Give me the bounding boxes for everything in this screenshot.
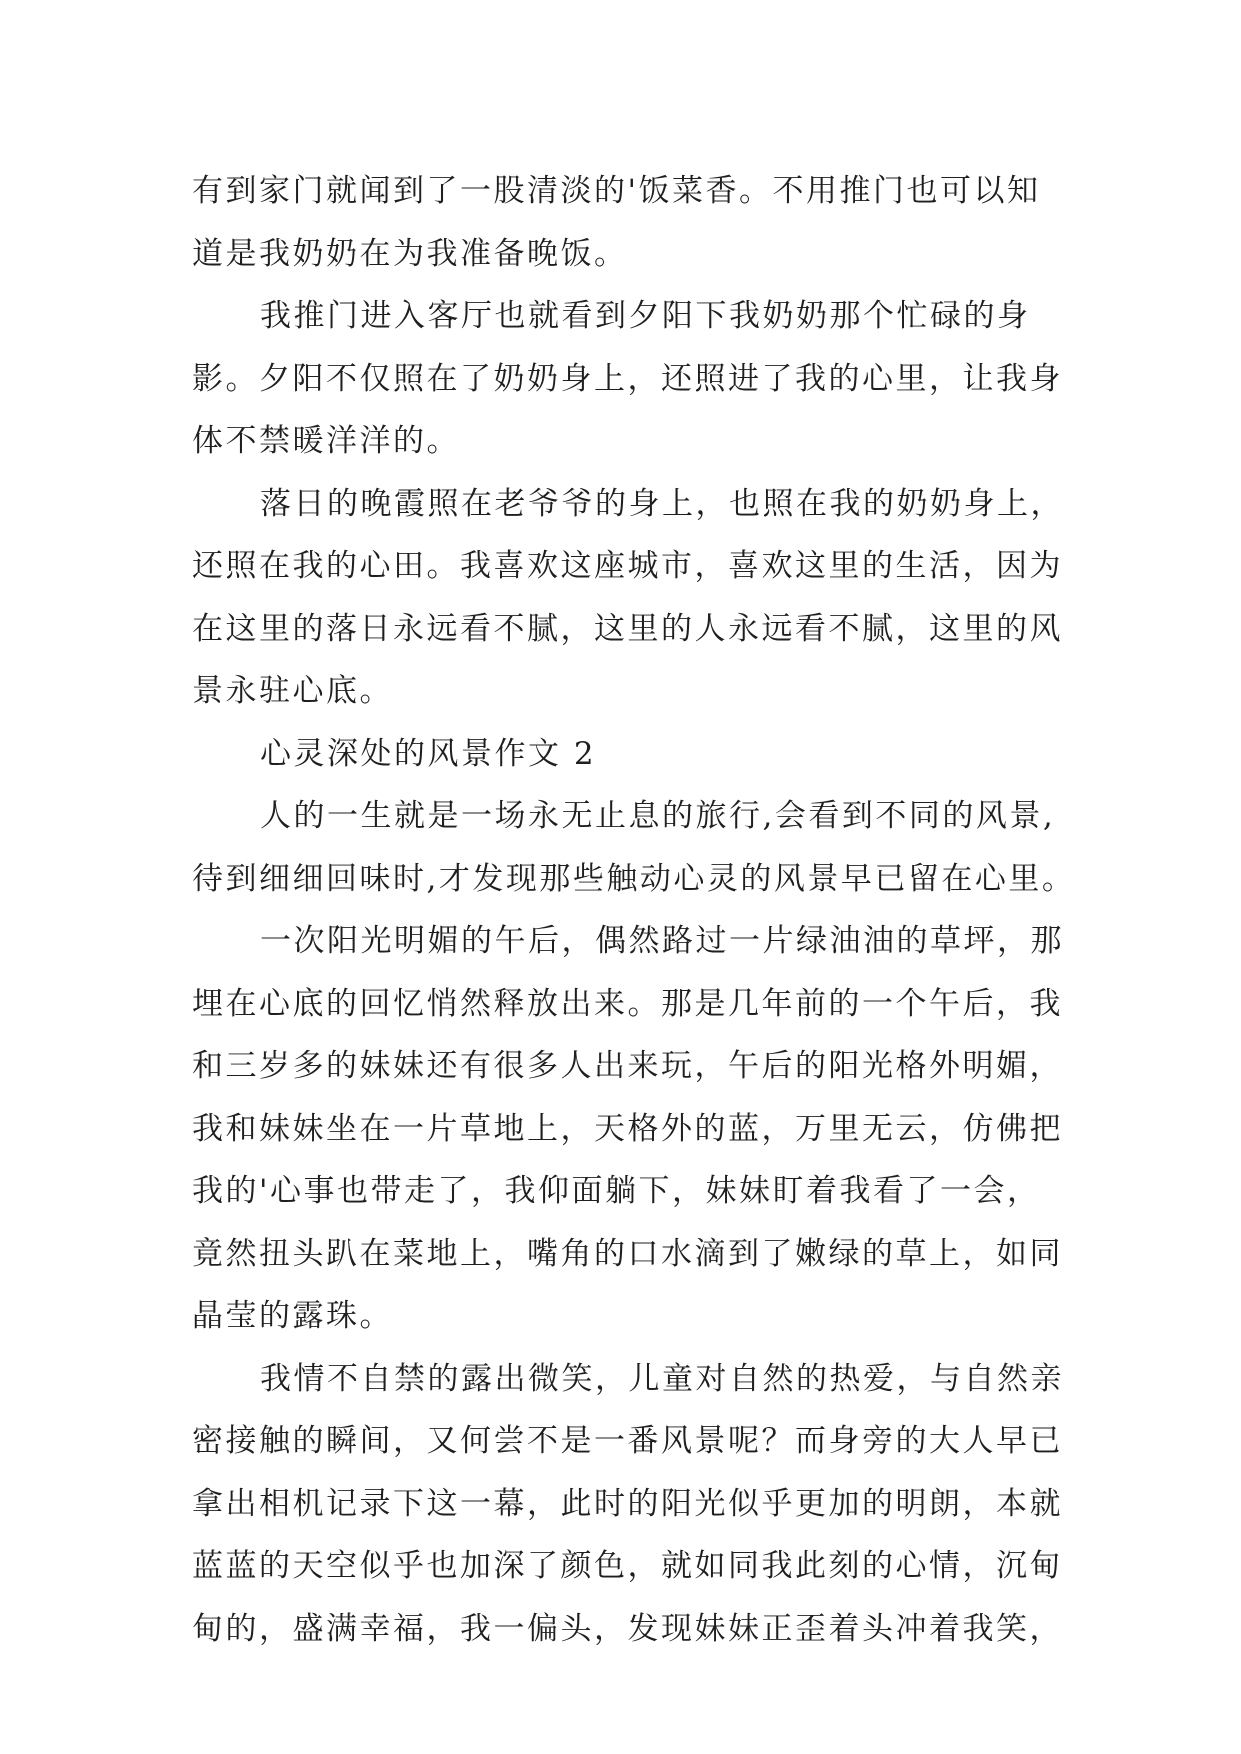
- text-line: 密接触的瞬间，又何尝不是一番风景呢？而身旁的大人早已: [192, 1423, 1063, 1459]
- text-line: 还照在我的心田。我喜欢这座城市，喜欢这里的生活，因为: [192, 548, 1063, 584]
- text-line: 埋在心底的回忆悄然释放出来。那是几年前的一个午后，我: [192, 985, 1063, 1022]
- text-line: 在这里的落日永远看不腻，这里的人永远看不腻，这里的风: [192, 610, 1063, 647]
- paragraph-start-line: 我推门进入客厅也就看到夕阳下我奶奶那个忙碌的身: [260, 298, 1031, 334]
- text-line: 景永驻心底。: [192, 673, 393, 709]
- text-line: 蓝蓝的天空似乎也加深了颜色，就如同我此刻的心情，沉甸: [192, 1548, 1063, 1584]
- paragraph-start-line: 一次阳光明媚的午后，偶然路过一片绿油油的草坪，那: [260, 923, 1064, 959]
- text-line: 晶莹的露珠。: [192, 1298, 393, 1334]
- text-line: 影。夕阳不仅照在了奶奶身上，还照进了我的心里，让我身: [192, 360, 1063, 397]
- text-line: 道是我奶奶在为我准备晚饭。: [192, 235, 628, 272]
- paragraph-start-line: 落日的晚霞照在老爷爷的身上，也照在我的奶奶身上，: [260, 485, 1064, 522]
- text-line: 体不禁暖洋洋的。: [192, 423, 460, 459]
- document-body: [192, 160, 1076, 1660]
- text-line: 拿出相机记录下这一幕，此时的阳光似乎更加的明朗，本就: [192, 1485, 1063, 1522]
- section-heading: 心灵深处的风景作文 2: [260, 735, 597, 772]
- paragraph-start-line: 我情不自禁的露出微笑，儿童对自然的热爱，与自然亲: [260, 1360, 1064, 1397]
- text-line: 我和妹妹坐在一片草地上，天格外的蓝，万里无云，仿佛把: [192, 1110, 1063, 1147]
- text-line: 和三岁多的妹妹还有很多人出来玩，午后的阳光格外明媚，: [192, 1048, 1063, 1084]
- text-line: 竟然扭头趴在菜地上，嘴角的口水滴到了嫩绿的草上，如同: [192, 1235, 1063, 1272]
- text-line: 我的'心事也带走了，我仰面躺下，妹妹盯着我看了一会，: [192, 1173, 1041, 1209]
- text-line: 甸的，盛满幸福，我一偏头，发现妹妹正歪着头冲着我笑，: [192, 1610, 1063, 1647]
- text-line: 有到家门就闻到了一股清淡的'饭菜香。不用推门也可以知: [192, 173, 1041, 209]
- text-line: 待到细细回味时,才发现那些触动心灵的风景早已留在心里。: [192, 860, 1076, 897]
- paragraph-start-line: 人的一生就是一场永无止息的旅行,会看到不同的风景,: [260, 798, 1056, 834]
